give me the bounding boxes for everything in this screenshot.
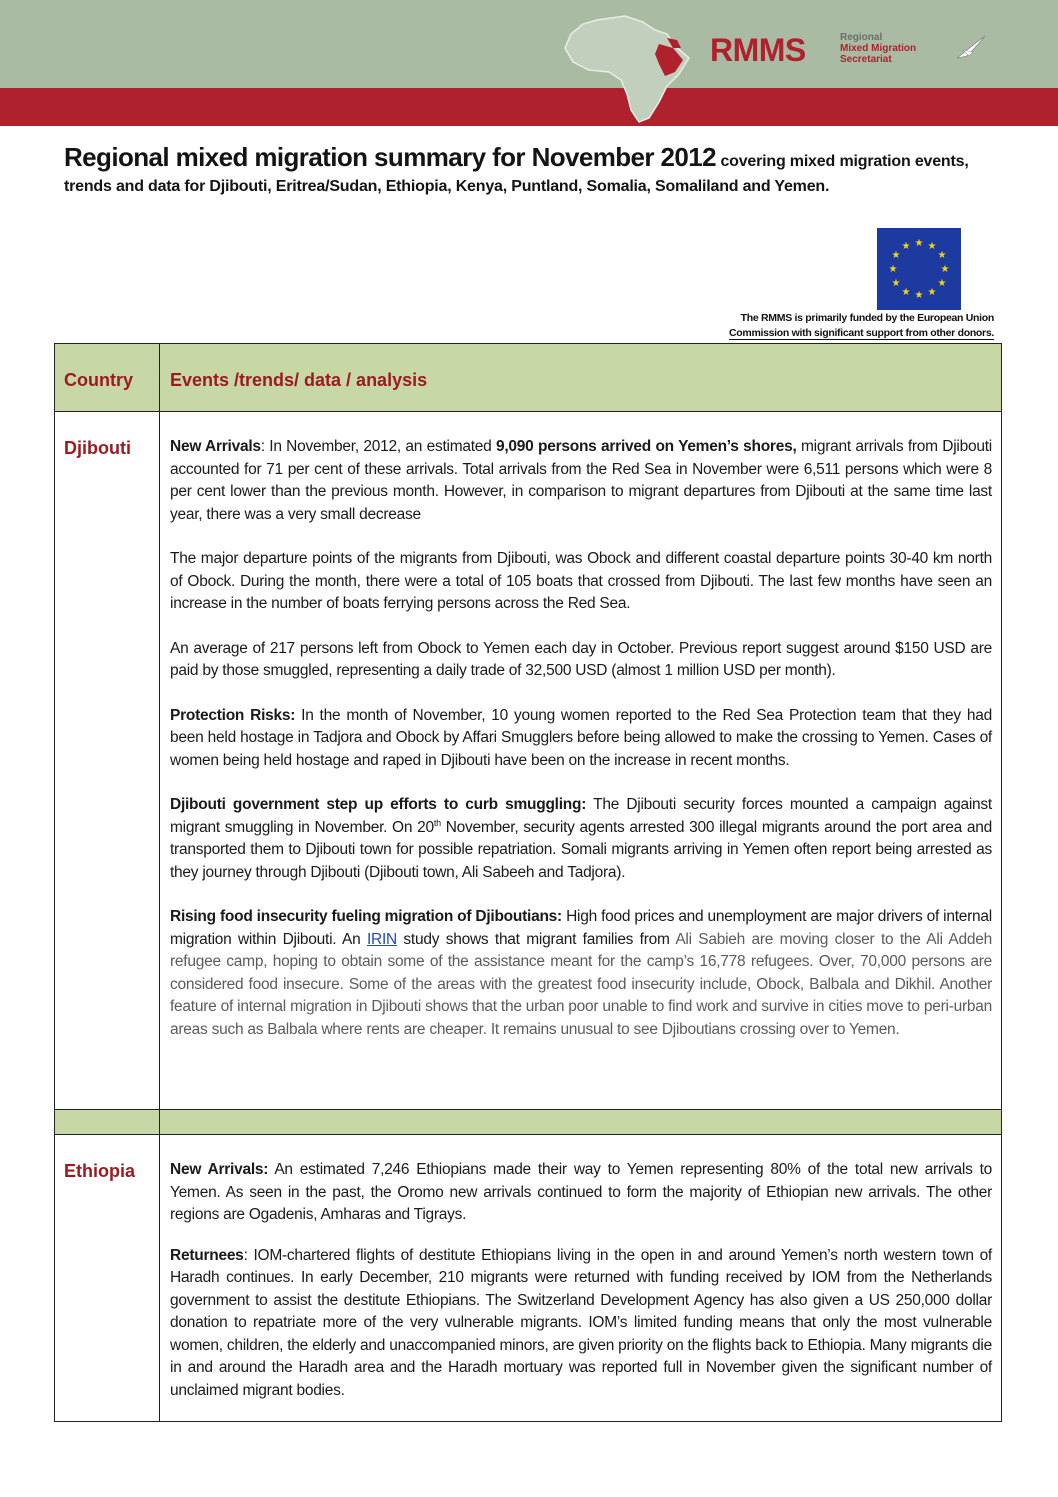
text-span: migrant arrivals from Djibouti accounted for 71 per cent of these arrivals. Total arrivals from the Red Sea in November were 6,511 persons which were 8 per cent lower than the previous month. However, in comparison to migrant departures from Djibouti at the same time last year, there was a very small decrease xyxy=(170,438,992,523)
funder-note xyxy=(700,311,994,341)
eu-flag-icon xyxy=(877,228,961,310)
heading-new-arrivals: New Arrivals xyxy=(170,438,261,455)
table-header-row xyxy=(55,344,1001,412)
funder-line-1: The RMMS is primarily funded by the European Union xyxy=(740,312,994,324)
col-events-header: Events /trends/ data / analysis xyxy=(170,370,428,390)
logo-sub-line-2: Mixed Migration xyxy=(840,43,917,54)
irin-link[interactable]: IRIN xyxy=(366,930,397,948)
logo-wordmark: RMMS xyxy=(710,32,806,68)
djibouti-para-departures: The major departure points of the migrants from Djibouti, was Obock and different coastal departure points 30-40 km north of Obock. During the month, there were a total of 105 boats that crossed from Djibouti. The last few months have seen an increase in the number of boats ferrying persons across the Red Sea. xyxy=(170,550,992,612)
svg-text:★: ★ xyxy=(901,241,911,252)
heading-protection-risks: Protection Risks: xyxy=(170,706,296,724)
title-sub-lead: covering mixed xyxy=(720,153,836,170)
logo-subtitle xyxy=(840,32,950,65)
heading-food-insecurity: Rising food insecurity fueling migration of Djiboutians: xyxy=(170,908,562,925)
logo-sub-line-1: Regional xyxy=(840,32,883,43)
text-span: : In November, 2012, an estimated xyxy=(260,438,496,455)
text-span: An estimated 7,246 Ethiopians made their way to Yemen representing 80% of the total new arrivals to Yemen. As seen in the past, the Oromo new arrivals continued to form the majority of Ethiopian new arrivals. The other regions are Ogadenis, Amharas and Tigrays. xyxy=(170,1161,992,1223)
table-row-djibouti xyxy=(55,412,1001,1110)
highlight-arrivals: 9,090 persons arrived on Yemen’s shores, xyxy=(496,438,797,455)
country-ethiopia: Ethiopia xyxy=(55,1135,160,1421)
bird-icon xyxy=(955,34,987,62)
text-span: : IOM-chartered flights of destitute Ethiopians living in the open in and around Yemen’s north western town of Haradh continues. In early December, 210 migrants were returned with funding received by IOM from the Netherlands government to assist the destitute Ethiopians. The Switzerland Development Agency has also given a US 250,000 dollar donation to repatriate more of the very vulnerable migrants. IOM’s limited funding means that only the most vulnerable women, children, the elderly and unaccompanied minors, are given priority on the flights back to Ethiopia. Many migrants die in and around the Haradh area and the Haradh mortuary was reported full in November given the significant number of unclaimed migrant bodies. xyxy=(170,1246,992,1399)
text-span-grey: Ali Sabieh are moving closer to the Ali Addeh refugee camp, hoping to obtain some of the assistance meant for the camp’s 16,778 refugees. Over, 70,000 persons are considered food insecure. Some of the areas with the greatest food insecurity include, Obock, Balbala and Dikhil. Another feature of internal migration in Djibouti shows that the urban poor unable to find work and survive in cities move to peri-urban areas such as Balbala where rents are cheaper. It remains unusual to see Djiboutians crossing over to Yemen. xyxy=(170,930,992,1038)
djibouti-content xyxy=(160,412,1001,1109)
spacer-cell xyxy=(55,1110,160,1134)
text-span: study shows that migrant families from xyxy=(396,930,676,948)
svg-text:★: ★ xyxy=(927,287,937,298)
svg-text:★: ★ xyxy=(888,264,898,275)
text-span: November, security agents arrested 300 illegal migrants around the port area and transported them to Djibouti town for possible repatriation. Somali migrants arriving in Yemen often report being arrested as they journey through Djibouti (Djibouti town, Ali Sabeeh and Tadjora). xyxy=(170,818,992,881)
spacer-cell xyxy=(160,1110,1001,1134)
svg-text:★: ★ xyxy=(937,278,947,289)
logo-sub-line-3: Secretariat xyxy=(840,54,892,65)
table-spacer-row xyxy=(55,1110,1001,1135)
svg-text:★: ★ xyxy=(937,250,947,261)
text-span: The Djibouti security forces mounted a campaign against migrant smuggling in November. On 20 xyxy=(170,796,992,836)
africa-map-icon xyxy=(555,14,705,126)
svg-text:★: ★ xyxy=(891,250,901,261)
svg-text:★: ★ xyxy=(940,264,950,275)
djibouti-para-food xyxy=(170,906,992,1041)
djibouti-para-protection xyxy=(170,705,992,773)
svg-text:★: ★ xyxy=(914,238,924,249)
title-main: Regional mixed migration summary for November 2012 xyxy=(64,142,716,172)
title-sub: migration events, trends and data for Djibouti, Eritrea/Sudan, Ethiopia, Kenya, Puntland, Somalia, Somaliland and Yemen. xyxy=(64,153,969,195)
superscript: th xyxy=(433,817,441,828)
col-country-header: Country xyxy=(55,344,160,411)
ethiopia-content xyxy=(160,1135,1001,1421)
svg-text:★: ★ xyxy=(891,278,901,289)
svg-text:★: ★ xyxy=(901,287,911,298)
table-row-ethiopia xyxy=(55,1135,1001,1421)
ethiopia-para-new-arrivals xyxy=(170,1159,992,1227)
djibouti-para-new-arrivals xyxy=(170,436,992,526)
djibouti-para-government xyxy=(170,794,992,884)
document-title xyxy=(64,142,994,199)
heading-government: Djibouti government step up efforts to curb smuggling: xyxy=(170,796,587,813)
header-red-stripe xyxy=(0,88,1058,126)
ethiopia-para-returnees xyxy=(170,1245,992,1403)
funder-line-2: Commission with significant support from other donors. xyxy=(729,327,994,339)
heading-new-arrivals: New Arrivals: xyxy=(170,1161,269,1178)
svg-text:★: ★ xyxy=(927,241,937,252)
djibouti-para-obock: An average of 217 persons left from Obock to Yemen each day in October. Previous report suggest around $150 USD are paid by those smuggled, representing a daily trade of 32,500 USD (almost 1 million USD per month). xyxy=(170,639,992,679)
country-djibouti: Djibouti xyxy=(55,412,160,1109)
text-span: In the month of November, 10 young women reported to the Red Sea Protection team that they had been held hostage in Tadjora and Obock by Affari Smugglers before being allowed to make the crossing to Yemen. Cases of women being held hostage and raped in Djibouti have been on the increase in recent months. xyxy=(170,706,992,769)
svg-text:★: ★ xyxy=(914,290,924,301)
text-span: High food prices and unemployment are major drivers of internal migration within Djibouti. An xyxy=(170,908,992,948)
summary-table xyxy=(54,343,1002,1422)
heading-returnees: Returnees xyxy=(170,1246,244,1264)
